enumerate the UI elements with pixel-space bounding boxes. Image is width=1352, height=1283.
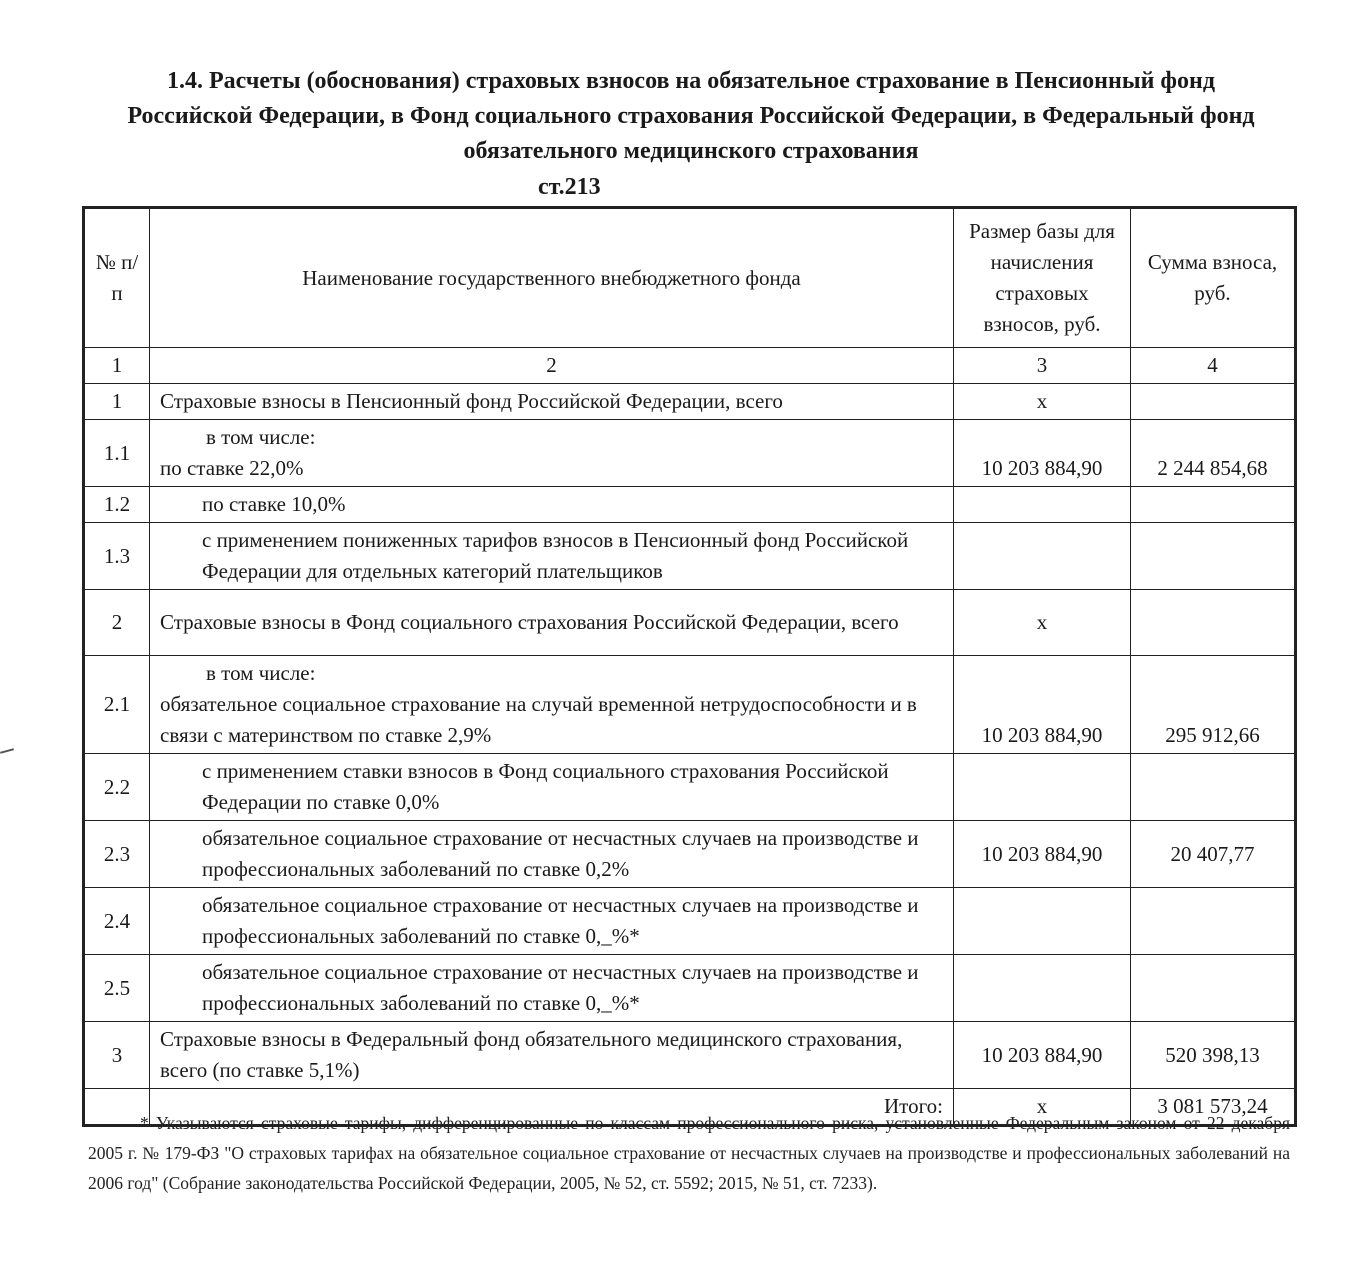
table-row [84,955,1296,1022]
row-num: 2.5 [84,955,150,1022]
col-number-2: 2 [150,348,954,384]
document-title [60,64,1322,169]
row-name: с применением ставки взносов в Фонд социального страхования Российской Федерации по ставке 0,0% [150,754,954,821]
row-name: с применением пониженных тарифов взносов в Пенсионный фонд Российской Федерации для отдельных категорий плательщиков [150,523,954,590]
row-base: 10 203 884,90 [954,821,1131,888]
table-row [84,754,1296,821]
table-row [84,384,1296,420]
title-line-1: 1.4. Расчеты (обоснования) страховых взносов на обязательное страхование в Пенсионный фонд [167,68,1215,94]
row-num: 1.3 [84,523,150,590]
table-row [84,590,1296,656]
row-num: 1.2 [84,487,150,523]
row-name: Страховые взносы в Фонд социального страхования Российской Федерации, всего [150,590,954,656]
row-base [954,754,1131,821]
row-name: Страховые взносы в Пенсионный фонд Российской Федерации, всего [150,384,954,420]
row-sum: 2 244 854,68 [1131,420,1296,487]
row-sum [1131,754,1296,821]
row-num: 2.1 [84,656,150,754]
column-number-row [84,348,1296,384]
header-num: № п/п [84,208,150,348]
row-num: 2.3 [84,821,150,888]
table-row [84,656,1296,754]
row-name: обязательное социальное страхование на случай временной нетрудоспособности и в связи с материнством по ставке 2,9% [160,692,917,747]
row-name-intro: в том числе: [206,661,316,685]
header-sum: Сумма взноса, руб. [1131,208,1296,348]
row-base [954,523,1131,590]
row-num: 2.2 [84,754,150,821]
table-row [84,523,1296,590]
col-number-4: 4 [1131,348,1296,384]
row-name: по ставке 10,0% [150,487,954,523]
row-name: по ставке 22,0% [160,456,304,480]
row-base: 10 203 884,90 [954,656,1131,754]
title-line-3: обязательного медицинского страхования [463,138,919,164]
total-sum: 3 081 573,24 [1131,1089,1296,1126]
total-base: x [954,1089,1131,1126]
row-name-intro: в том числе: [206,425,316,449]
row-sum: 295 912,66 [1131,656,1296,754]
row-sum [1131,888,1296,955]
row-sum [1131,955,1296,1022]
contributions-table [82,206,1297,1127]
row-base: x [954,384,1131,420]
row-name-cell [150,420,954,487]
row-num: 2.4 [84,888,150,955]
row-base [954,888,1131,955]
row-sum: 20 407,77 [1131,821,1296,888]
scan-artifact [0,748,14,754]
title-line-2: Российской Федерации, в Фонд социального страхования Российской Федерации, в Федеральный фонд [127,103,1255,129]
table-row [84,420,1296,487]
row-name: обязательное социальное страхование от несчастных случаев на производстве и профессиональных заболеваний по ставке 0,_%* [150,888,954,955]
header-base: Размер базы для начисления страховых взносов, руб. [954,208,1131,348]
row-sum [1131,487,1296,523]
row-name: обязательное социальное страхование от несчастных случаев на производстве и профессиональных заболеваний по ставке 0,_%* [150,955,954,1022]
row-base: 10 203 884,90 [954,420,1131,487]
footnote: * Указываются страховые тарифы, дифференцированные по классам профессионального риска, установленные Федеральным законом от 22 декабря 2005 г. № 179-ФЗ "О страховых тарифах на обязательное социальное страхование от несчастных случаев на производстве и профессиональных заболеваний на 2006 год" (Собрание законодательства Российской Федерации, 2005, № 52, ст. 5592; 2015, № 51, ст. 7233). [88,1113,1290,1193]
row-base: 10 203 884,90 [954,1022,1131,1089]
total-label: Итого: [150,1089,954,1126]
row-name: обязательное социальное страхование от несчастных случаев на производстве и профессиональных заболеваний по ставке 0,2% [150,821,954,888]
row-num: 1.1 [84,420,150,487]
row-name-cell [150,656,954,754]
row-base: x [954,590,1131,656]
page-reference: ст.213 [538,174,601,200]
row-sum [1131,523,1296,590]
table-row [84,821,1296,888]
table-row [84,888,1296,955]
header-row [84,208,1296,348]
row-base [954,487,1131,523]
row-num: 2 [84,590,150,656]
row-sum: 520 398,13 [1131,1022,1296,1089]
table-row [84,1022,1296,1089]
table-row [84,487,1296,523]
row-sum [1131,384,1296,420]
row-sum [1131,590,1296,656]
header-name: Наименование государственного внебюджетного фонда [150,208,954,348]
col-number-3: 3 [954,348,1131,384]
row-num: 1 [84,384,150,420]
row-num: 3 [84,1022,150,1089]
row-base [954,955,1131,1022]
row-name: Страховые взносы в Федеральный фонд обязательного медицинского страхования, всего (по ставке 5,1%) [150,1022,954,1089]
col-number-1: 1 [84,348,150,384]
